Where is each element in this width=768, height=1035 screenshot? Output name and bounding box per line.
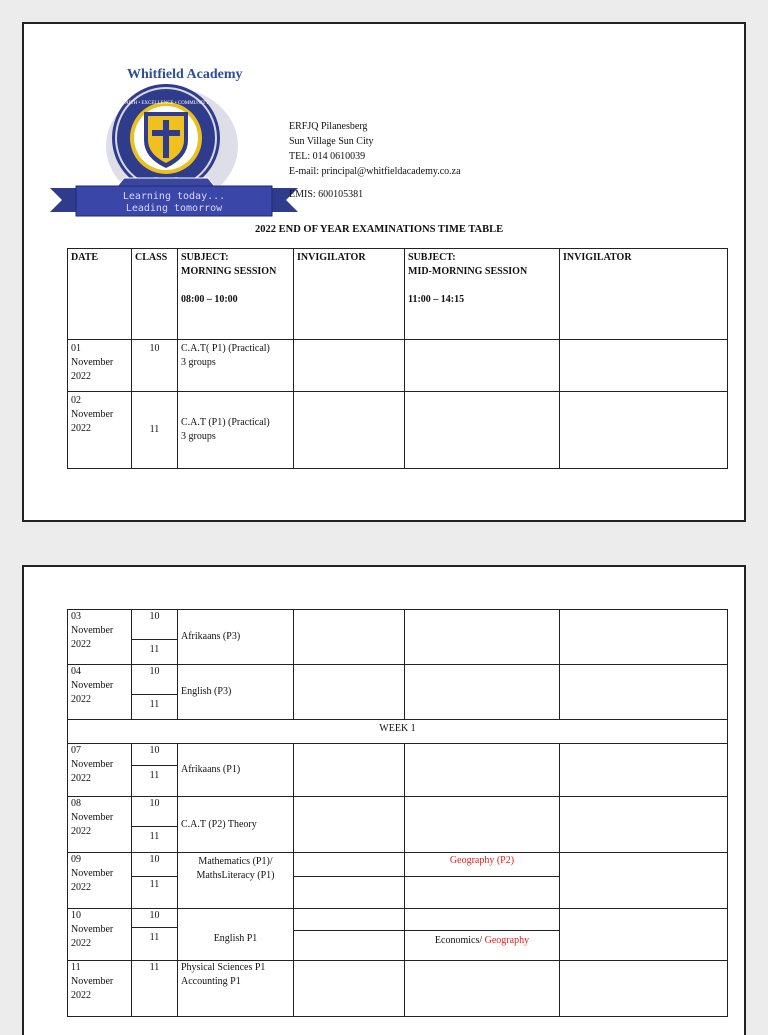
logo-motto-line1: Learning today... bbox=[122, 191, 226, 202]
date-cell bbox=[68, 909, 132, 961]
mid-subject-economics: Economics/ bbox=[434, 935, 483, 946]
mid-subject-cell bbox=[405, 909, 560, 961]
mid-subject-cell bbox=[405, 665, 560, 720]
timetable-table-page1 bbox=[67, 248, 728, 469]
invigilator-cell bbox=[560, 797, 728, 853]
invigilator-cell bbox=[294, 610, 405, 665]
mid-subject-cell bbox=[405, 853, 560, 909]
mid-subject-cell bbox=[405, 340, 560, 392]
mid-subject-cell bbox=[405, 797, 560, 853]
date-day: 03 bbox=[71, 611, 81, 622]
contact-block bbox=[289, 119, 461, 179]
date-cell bbox=[68, 665, 132, 720]
class-b: 11 bbox=[149, 644, 160, 655]
subject-cell bbox=[178, 853, 294, 909]
date-cell bbox=[68, 961, 132, 1017]
date-month: November bbox=[71, 924, 114, 935]
header-subject-label: SUBJECT: bbox=[408, 252, 456, 263]
date-month: November bbox=[71, 357, 114, 368]
date-year: 2022 bbox=[71, 826, 91, 837]
class-a: 10 bbox=[132, 853, 177, 877]
invigilator-cell bbox=[560, 340, 728, 392]
header-subject-label: SUBJECT: bbox=[181, 252, 229, 263]
invigilator-cell bbox=[294, 853, 405, 909]
table-row bbox=[68, 665, 728, 720]
mid-subject-cell bbox=[405, 610, 560, 665]
class-cell bbox=[132, 610, 178, 665]
subject-cell bbox=[178, 340, 294, 392]
subject-cell: English (P3) bbox=[178, 665, 294, 720]
class-cell bbox=[132, 853, 178, 909]
date-cell bbox=[68, 610, 132, 665]
week-row bbox=[68, 720, 728, 744]
timetable-title: 2022 END OF YEAR EXAMINATIONS TIME TABLE bbox=[255, 224, 504, 235]
invigilator-cell bbox=[294, 392, 405, 469]
date-month: November bbox=[71, 976, 114, 987]
date-day: 04 bbox=[71, 666, 81, 677]
invigilator-cell bbox=[560, 744, 728, 797]
subject-line-1: C.A.T (P1) (Practical) bbox=[181, 417, 270, 428]
table-row bbox=[68, 961, 728, 1017]
class-cell: 10 bbox=[132, 340, 178, 392]
subject-line-2: MathsLiteracy (P1) bbox=[196, 870, 275, 881]
subject-cell: Afrikaans (P1) bbox=[178, 744, 294, 797]
subject-cell: English P1 bbox=[178, 909, 294, 961]
class-a: 10 bbox=[132, 610, 177, 640]
subject-line-2: 3 groups bbox=[181, 431, 216, 442]
class-a: 10 bbox=[132, 744, 177, 766]
header-class: CLASS bbox=[132, 249, 178, 340]
table-row bbox=[68, 909, 728, 961]
logo-ring-text: FAITH • EXCELLENCE • COMMUNITY bbox=[122, 101, 210, 106]
header-mid-time: 11:00 – 14:15 bbox=[408, 294, 465, 305]
emis-number: EMIS: 600105381 bbox=[289, 189, 364, 200]
class-cell bbox=[132, 665, 178, 720]
table-row bbox=[68, 392, 728, 469]
header-date: DATE bbox=[68, 249, 132, 340]
table-row bbox=[68, 744, 728, 797]
date-day: 01 bbox=[71, 343, 81, 354]
invigilator-cell bbox=[294, 961, 405, 1017]
date-month: November bbox=[71, 759, 114, 770]
mid-subject-geography: Geography bbox=[482, 935, 530, 946]
date-year: 2022 bbox=[71, 371, 91, 382]
subject-line-2: Accounting P1 bbox=[181, 976, 241, 987]
date-day: 09 bbox=[71, 854, 81, 865]
date-year: 2022 bbox=[71, 694, 91, 705]
header-mid-session: MID-MORNING SESSION bbox=[408, 266, 528, 277]
date-day: 07 bbox=[71, 745, 81, 756]
date-month: November bbox=[71, 868, 114, 879]
class-a: 10 bbox=[132, 797, 177, 827]
school-logo bbox=[46, 82, 302, 222]
class-cell: 11 bbox=[132, 961, 178, 1017]
subject-line-1: Mathematics (P1)/ bbox=[198, 856, 273, 867]
date-year: 2022 bbox=[71, 938, 91, 949]
invigilator-cell bbox=[294, 744, 405, 797]
header-morning-session: MORNING SESSION bbox=[181, 266, 277, 277]
header-invigilator-2: INVIGILATOR bbox=[560, 249, 728, 340]
table-row bbox=[68, 340, 728, 392]
date-year: 2022 bbox=[71, 773, 91, 784]
subject-line-2: 3 groups bbox=[181, 357, 216, 368]
document-page-1 bbox=[22, 22, 746, 522]
invigilator-cell bbox=[294, 665, 405, 720]
class-cell: 11 bbox=[132, 392, 178, 469]
invigilator-cell bbox=[294, 909, 405, 961]
invigilator-cell bbox=[560, 610, 728, 665]
class-b: 11 bbox=[149, 879, 160, 890]
week-label: WEEK 1 bbox=[68, 720, 728, 744]
date-year: 2022 bbox=[71, 882, 91, 893]
invigilator-slot bbox=[294, 853, 404, 877]
header-mid-subject bbox=[405, 249, 560, 340]
date-year: 2022 bbox=[71, 639, 91, 650]
subject-cell bbox=[178, 392, 294, 469]
mid-subject-cell bbox=[405, 961, 560, 1017]
telephone: TEL: 014 0610039 bbox=[289, 151, 366, 162]
date-cell bbox=[68, 340, 132, 392]
table-row bbox=[68, 853, 728, 909]
class-b: 11 bbox=[149, 699, 160, 710]
document-page-2 bbox=[22, 565, 746, 1035]
date-cell bbox=[68, 853, 132, 909]
table-header-row bbox=[68, 249, 728, 340]
table-row bbox=[68, 610, 728, 665]
date-month: November bbox=[71, 812, 114, 823]
subject-line-1: Physical Sciences P1 bbox=[181, 962, 266, 973]
invigilator-cell bbox=[560, 853, 728, 909]
invigilator-slot bbox=[294, 909, 404, 931]
class-cell bbox=[132, 744, 178, 797]
subject-line-1: C.A.T( P1) (Practical) bbox=[181, 343, 270, 354]
address-line-1: ERFJQ Pilanesberg bbox=[289, 121, 368, 132]
mid-subject-slot bbox=[405, 909, 559, 931]
school-name: Whitfield Academy bbox=[127, 67, 243, 82]
header-morning-time: 08:00 – 10:00 bbox=[181, 294, 238, 305]
date-year: 2022 bbox=[71, 990, 91, 1001]
date-month: November bbox=[71, 409, 114, 420]
mid-subject-text bbox=[405, 931, 559, 948]
invigilator-cell bbox=[560, 392, 728, 469]
invigilator-cell bbox=[560, 961, 728, 1017]
address-line-2: Sun Village Sun City bbox=[289, 136, 374, 147]
email[interactable]: E-mail: principal@whitfieldacademy.co.za bbox=[289, 166, 461, 177]
date-month: November bbox=[71, 625, 114, 636]
date-year: 2022 bbox=[71, 423, 91, 434]
date-cell bbox=[68, 797, 132, 853]
header-morning-subject bbox=[178, 249, 294, 340]
table-row bbox=[68, 797, 728, 853]
subject-cell: C.A.T (P2) Theory bbox=[178, 797, 294, 853]
class-b: 11 bbox=[149, 831, 160, 842]
header-invigilator-1: INVIGILATOR bbox=[294, 249, 405, 340]
invigilator-cell bbox=[294, 797, 405, 853]
date-cell bbox=[68, 744, 132, 797]
logo-motto-line2: Leading tomorrow bbox=[125, 203, 223, 214]
class-a: 10 bbox=[132, 665, 177, 695]
class-a: 10 bbox=[132, 909, 177, 928]
class-b: 11 bbox=[149, 770, 160, 781]
date-day: 02 bbox=[71, 395, 81, 406]
mid-subject-cell bbox=[405, 392, 560, 469]
date-day: 10 bbox=[71, 910, 81, 921]
subject-cell: Afrikaans (P3) bbox=[178, 610, 294, 665]
mid-subject-cell bbox=[405, 744, 560, 797]
mid-subject-text: Geography (P2) bbox=[405, 853, 559, 877]
invigilator-cell bbox=[294, 340, 405, 392]
date-day: 11 bbox=[71, 962, 81, 973]
subject-cell bbox=[178, 961, 294, 1017]
class-cell bbox=[132, 797, 178, 853]
invigilator-cell bbox=[560, 665, 728, 720]
class-b: 11 bbox=[149, 932, 160, 943]
date-cell bbox=[68, 392, 132, 469]
date-month: November bbox=[71, 680, 114, 691]
timetable-table-page2 bbox=[67, 609, 728, 1017]
class-cell bbox=[132, 909, 178, 961]
invigilator-cell bbox=[560, 909, 728, 961]
date-day: 08 bbox=[71, 798, 81, 809]
